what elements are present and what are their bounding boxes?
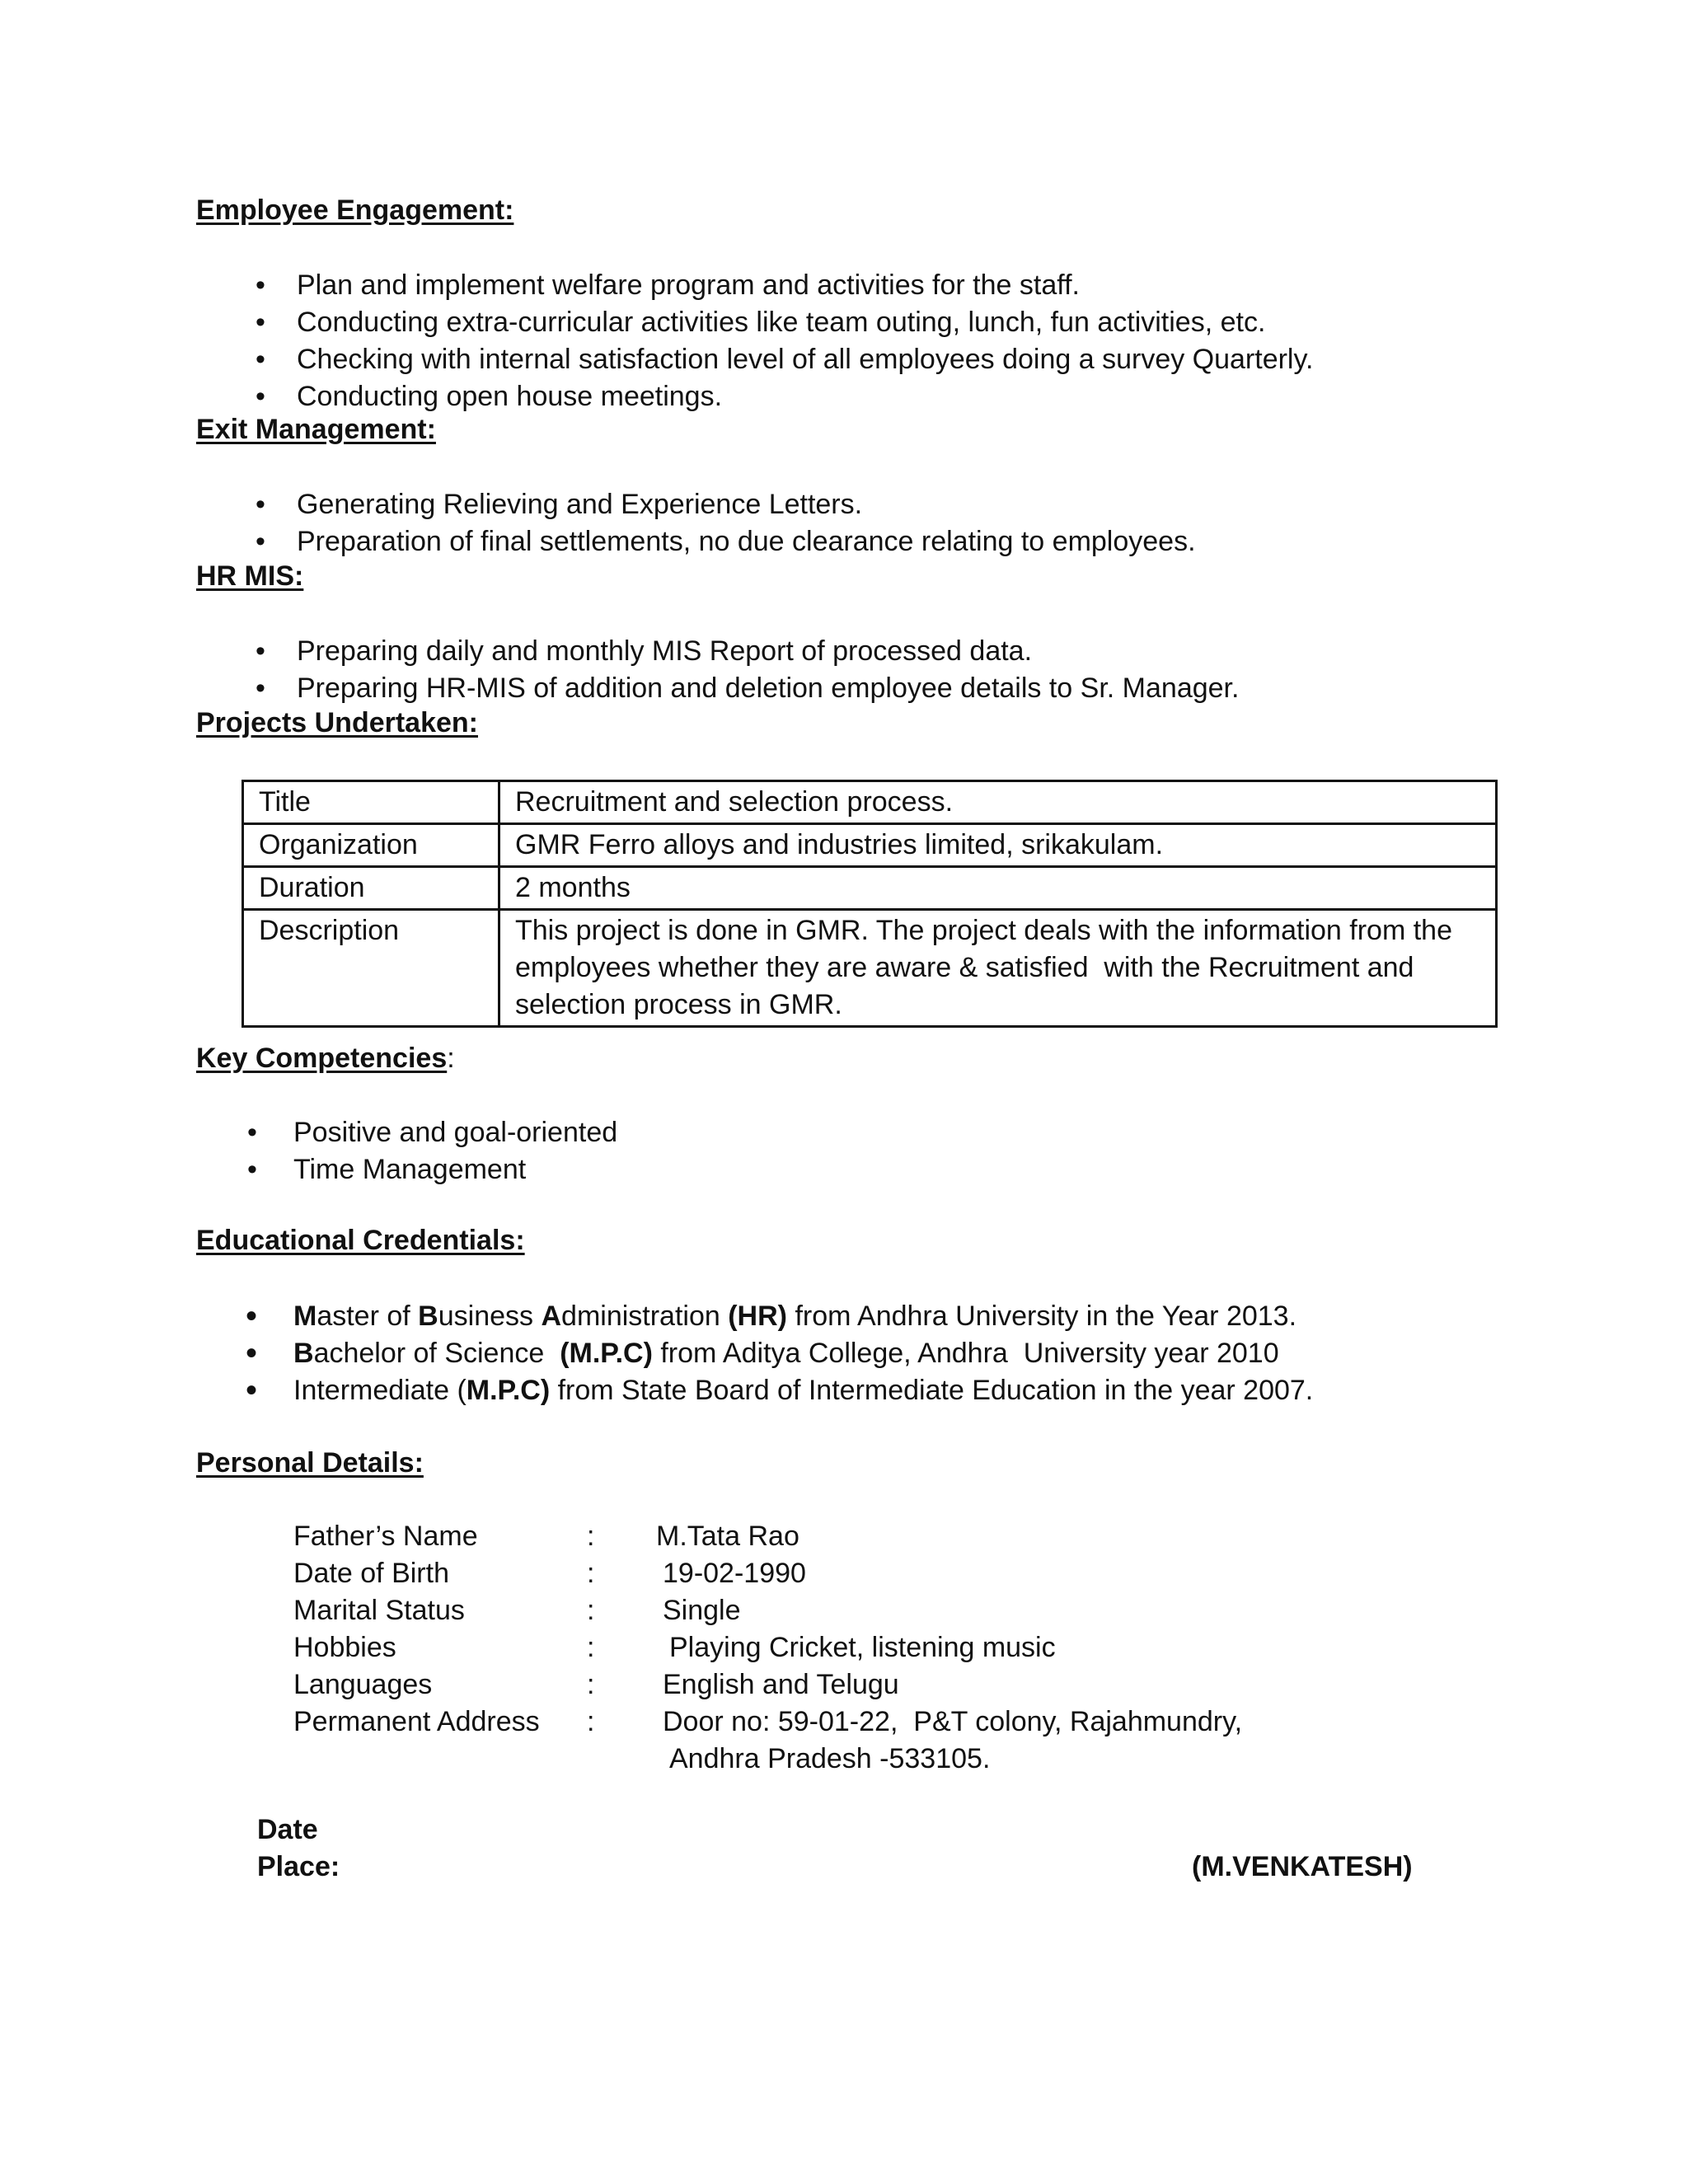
list-item: • Preparing HR-MIS of addition and deletion employee details to Sr. Manager. [256,673,1240,704]
list-item: • Positive and goal-oriented [247,1117,618,1148]
list-item: • Checking with internal satisfaction level of all employees doing a survey Quarterly. [256,344,1314,375]
employee-engagement-list [256,267,1313,415]
list-item: • Conducting open house meetings. [256,381,723,412]
list-item: • Master of Business Administration (HR) from Andhra University in the Year 2013. [246,1298,1297,1334]
section-heading-hr-mis: HR MIS: [196,560,304,592]
table-row [243,824,1497,867]
signature-name: (M.VENKATESH) [1192,1851,1413,1882]
section-heading-projects: Projects Undertaken: [196,707,478,738]
section-heading-key-competencies: Key Competencies: [196,1043,455,1074]
list-item: • Time Management [247,1154,527,1185]
list-item: • Intermediate (M.P.C) from State Board of Intermediate Education in the year 2007. [246,1372,1314,1408]
list-item: • Preparing daily and monthly MIS Report of processed data. [256,635,1033,667]
key-competencies-list [247,1114,617,1188]
table-cell-label: Organization [243,824,499,867]
table-cell-value [499,910,1497,1027]
table-cell-label: Description [243,910,499,1027]
exit-management-list [256,486,1196,560]
date-label: Date [257,1814,318,1845]
place-label: Place: [257,1851,340,1882]
list-item: • Plan and implement welfare program and activities for the staff. [256,269,1080,301]
description-line: employees whether they are aware & satisfied with the Recruitment and [515,952,1414,983]
table-cell-value: 2 months [499,867,1497,910]
section-heading-exit-management: Exit Management: [196,414,436,445]
table-cell-label: Title [243,781,499,824]
list-item: • Bachelor of Science (M.P.C) from Aditya College, Andhra University year 2010 [246,1335,1279,1371]
list-item: • Preparation of final settlements, no due clearance relating to employees. [256,526,1196,557]
table-cell-label: Duration [243,867,499,910]
description-line: This project is done in GMR. The project deals with the information from the [515,915,1452,946]
address-line-2: Andhra Pradesh -533105. [669,1743,991,1774]
table-row [243,781,1497,824]
section-heading-employee-engagement: Employee Engagement: [196,194,514,226]
table-cell-value: GMR Ferro alloys and industries limited, srikakulam. [499,824,1497,867]
table-row [243,910,1497,1027]
section-heading-personal-details: Personal Details: [196,1447,424,1479]
hr-mis-list [256,633,1239,707]
table-row [243,867,1497,910]
section-heading-education: Educational Credentials: [196,1225,525,1256]
table-cell-value: Recruitment and selection process. [499,781,1497,824]
list-item: • Generating Relieving and Experience Letters. [256,489,863,520]
projects-table [241,780,1498,1028]
description-line: selection process in GMR. [515,989,842,1020]
list-item: • Conducting extra-curricular activities like team outing, lunch, fun activities, etc. [256,307,1266,338]
education-list [246,1298,1313,1409]
